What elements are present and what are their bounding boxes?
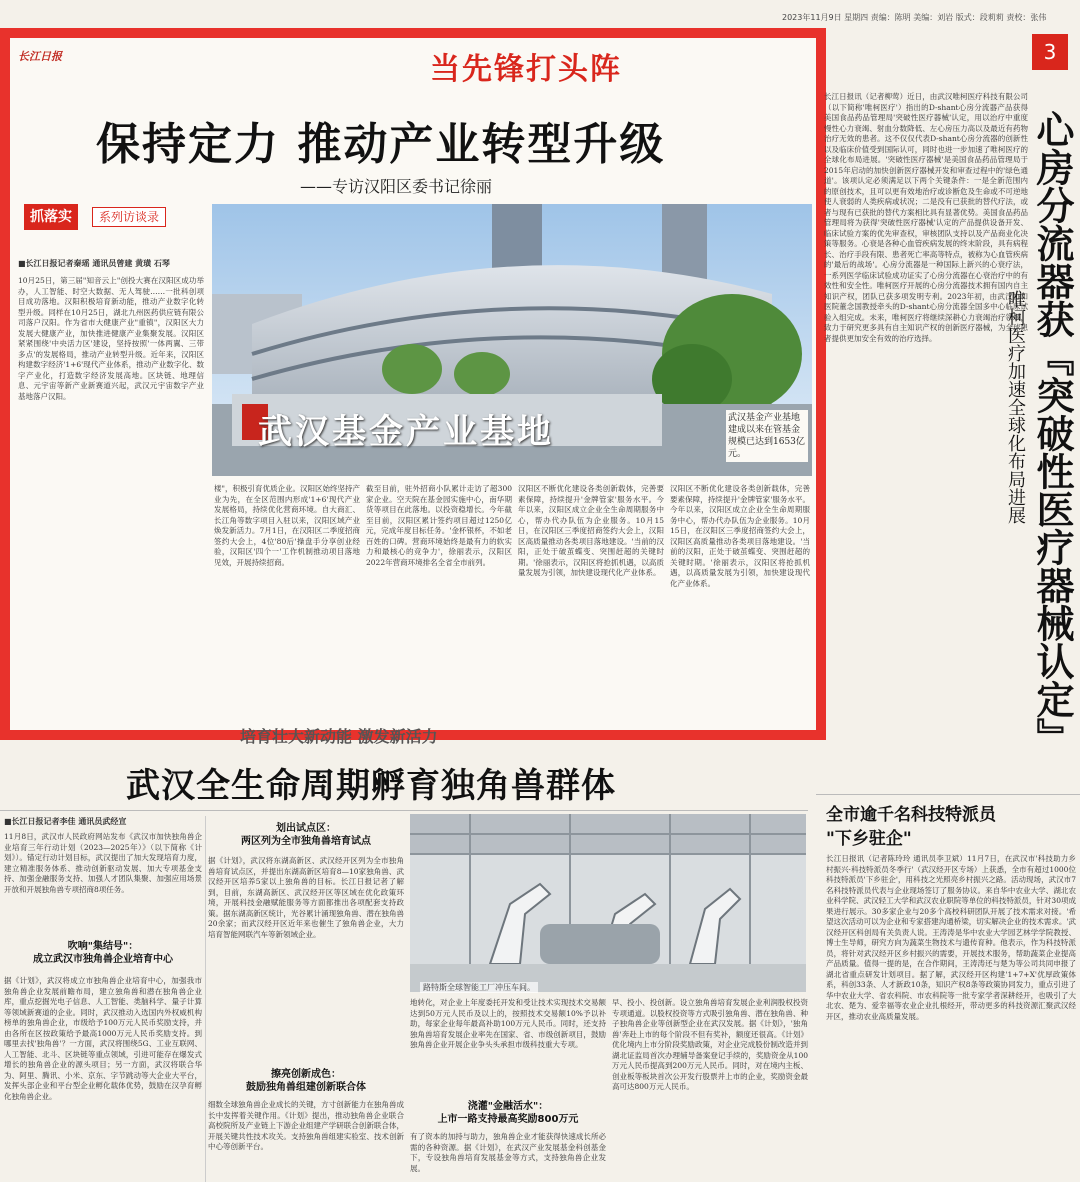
lead-headline: 保持定力 推动产业转型升级 — [96, 119, 666, 170]
subhead-4: 浇灌"金融活水"： 上市一路支持最高奖励800万元 — [437, 1101, 579, 1125]
lead-column-2: 楼"，积极引育优质企业。汉阳区始终坚持产业为先，在全区范围内形成'1+6'现代产业发展格局，持续优化营商环境。自大商汇、长江角等数字项目入驻以来，汉阳区域产业焕发新活力。7月1日，在汉阳区二季度招商签约大会上，4位'80后'操盘手分享创业经验，汉阳区'四个一'工作机制推动项目落地见效，开展持续招商。 — [214, 484, 360, 567]
lead-byline: ■长江日报记者秦瑶 通讯员曾建 黄璜 石琴 — [18, 258, 170, 268]
right-story-subtitle: 唯柯医疗加速全球化布局进展 — [1005, 290, 1026, 524]
series-badge: 抓落实 — [24, 204, 78, 230]
lead-column-3: 截至目前，驻外招商小队累计走访了超300家企业。空天院在基金园实施中心，南华期货等项目在此落地。以投资稳增长。今年截至目前，汉阳区累计签约项目超过1250亿元，完成年度目标任务。'金杯银杯，不如老百姓的口碑。营商环境始终是最有力的软实力和最核心的竞争力'，徐丽表示，汉阳区2022年营商环境排名全省全市前列。 — [366, 484, 512, 567]
lead-subtitle: ——专访汉阳区委书记徐丽 — [300, 177, 493, 196]
dateline: 2023年11月9日 星期四 责编：陈明 美编：刘岩 版式：段莉莉 责校：张伟 — [782, 13, 1047, 22]
bottom-intro: 11月8日，武汉市人民政府网站发布《武汉市加快独角兽企业培育三年行动计划（2023—2025年）》（以下简称《计划》）。锚定行动计划目标，武汉提出了加大发现培育力度，建立精准服务体系、推动创新驱动发展、加大专项基金支持、加强金融服务支持、加强人才团队集聚、加强应用场景开放和开展独角兽专项招商8项任务。 — [4, 832, 202, 894]
subhead-3-text: 细数全球独角兽企业成长的关键，方寸创新能力在独角兽成长中发挥着关键作用。《计划》提出，推动独角兽企业联合高校院所及产业链上下游企业组建产学研联合创新联合体，开展关键共性技术攻关。支持独角兽组建实验室、技术创新中心等创新平台。 — [208, 1100, 404, 1151]
subhead-2-text: 据《计划》，武汉将东湖高新区、武汉经开区列为全市独角兽培育试点区，并提出东湖高新区培育8—10家独角兽、武汉经开区培养5家以上独角兽的目标。长江日报记者了解到，目前，东湖高新区、武汉经开区等区域在优化政策环境，开展科技金融赋能服务等方面都推出各项配套支持政策。据东湖高新区统计，光谷累计涌现独角兽、潜在独角兽20余家；而武汉经开区近年来也催生了独角兽企业，大力培育智能网联汽车等新领域企业。 — [208, 856, 404, 939]
factory-photo-caption: 路特斯全球智能工厂冲压车间。 — [420, 982, 538, 993]
bottom-mid-text: 地转化，对企业上年度委托开发和受让技术实现技术交易额达到50万元人民币及以上的，按照技术交易额10%予以补助，每家企业每年最高补助100万元人民币。同时，还支持独角兽培育发展企业率先在国家、省、市级创新项目，鼓励独角兽企业开展企业争头头承担市级科技重大专项。 — [410, 998, 606, 1049]
subhead-4-text: 有了资本的加持与助力，独角兽企业才能获得快速成长所必需的各种资源。据《计划》，在武汉产业发展基金科创基金下，专设独角兽培育发展基金等方式，支持独角兽企业发展。 — [410, 1132, 606, 1173]
bottom-right-headline: 全市逾千名科技特派员 — [826, 805, 996, 825]
photo-caption: 武汉基金产业基地建成以来在管基金规模已达到1653亿元。 — [726, 410, 808, 462]
masthead-logo: 长江日报 — [18, 50, 62, 63]
subhead-1: 吹响"集结号"： 成立武汉市独角兽企业培育中心 — [33, 941, 173, 965]
subhead-1-text: 据《计划》，武汉将成立市独角兽企业培育中心，加强我市独角兽企业发展前瞻布局，建立独角兽和潜在独角兽企业库，重点挖掘光电子信息、人工智能、类脑科学、量子计算等领域新赛道的企业。同时，武汉推动入选国内外权威机构榜单的独角兽企业，市级给予100万元人民币奖励支持，并由各所在区按政策给予最高1000万元人民币奖励支持。到哪里去找'独角兽'？一方面，武汉将围绕5G、工业互联网、人工智能、北斗、区块链等重点领域，引进可能存在爆发式增长的独角兽企业的源头项目；另一方面，武汉将联合华为、阿里、腾讯、小米、京东、字节跳动等大企业大平台，发挥头部企业和平台型企业孵化载体优势，鼓励在汉孕育孵化独角兽企业。 — [4, 976, 202, 1101]
subhead-2: 划出试点区： 两区列为全市独角兽培育试点 — [241, 823, 371, 847]
right-story-text: 长江日报讯（记者柳莺）近日，由武汉唯柯医疗科技有限公司（以下简称'唯柯医疗'）指出的D-shant心房分流器产品获得美国食品药品管理局'突破性医疗器械'认定，用以治疗中重度慢性心力衰竭、射血分数降低、左心房压力高以及最近有药物治疗无效的患者。这不仅仅代表D-shant心房分流器的创新性以及临床价值受到国际认可，同时也进一步加速了唯柯医疗的全球化布局进展。'突破性医疗器械'是美国食品药品管理局于2015年启动的加快创新医疗器械开发和审查过程中的'绿色通道'。该项认定必须满足以下两个关键条件：一是全新范围内的原创技术，且可以更有效地治疗或诊断危及生命或不可逆地使人衰弱的人类疾病或状况；二是没有已获批的替代疗法，或者与现有已获批的替代方案相比具有显著优势。美国食品药品管理局将为获得'突破性医疗器械'认定的产品提供设备开发、临床试验方案的优先审查权，审核团队支持以及产品商业化决策等服务。心衰是各种心血管疾病发展的终末阶段，具有病程长、治疗手段有限、患者死亡率高等特点，被称为心血管疾病的'最后的战场'。心房分流器是一种国际上新兴的心衰疗法，一系列医学临床试验成功证实了心房分流器在心衰治疗中的有效性和安全性。唯柯医疗开展的心房分流器技术拥有国内自主知识产权，团队已获多项发明专利。2023年初，由武汉协和医院董念国教授牵头的D-shant心房分流器全国多中心临床试验入组完成。未来，唯柯医疗将继续深耕心力衰竭治疗领域，致力于研究更多具有自主知识产权的创新医疗器械，为全球患者提供更加安全有效的治疗选择。 — [824, 92, 1028, 343]
bottom-right-headline-2: "下乡驻企" — [826, 829, 912, 849]
lead-column-4: 汉阳区不断优化建设各类创新载体，完善要素保障，持续提升'金牌管家'服务水平。今年以来，汉阳区成立企业全生命周期服务中心，帮办代办队伍为企业服务。10月15日，在汉阳区三季度招商签约大会上，汉阳区高质量推动各类项目落地建设。'当前的汉阳，正处于破茧蝶变、突围赶超的关键时期。'徐丽表示，汉阳区将抢抓机遇，以高质量发展为引领，加快建设现代化产业体系。 — [518, 484, 664, 577]
bottom-headline: 武汉全生命周期孵育独角兽群体 — [126, 766, 616, 806]
section-kicker: 当先锋打头阵 — [430, 52, 622, 87]
bottom-byline: ■长江日报记者李佳 通讯员武经宣 — [4, 816, 127, 826]
bottom-kicker: 培育壮大新动能 激发新活力 — [240, 727, 438, 746]
photo-building-sign: 武汉基金产业基地 — [258, 412, 554, 452]
lead-column-1: 10月25日，第三届"知音云上"创投大赛在汉阳区成功举办，人工智能、时空大数据、无人驾驶……一批科创项目成功落地。汉阳积极培育新动能，推动产业数字化转型升级。同样在10月25日，湖北九州医药供应链有限公司落户汉阳。作为省市大健康产业"重镇"，汉阳区大力发展大健康产业，加快推进健康产业集聚发展。汉阳区紧紧围绕'中央活力区'建设，坚持按照'一体两翼、三带多点'的发展格局，推动产业转型升级。近年来，汉阳区构建数字经济'1+6'现代产业体系，推动产业数字化、数字产业化，打造数字经济发展高地。区块链、地理信息、元宇宙等新产业新赛道兴起，武汉元宇宙数字产业基地落户汉阳。 — [18, 276, 204, 401]
bottom-right-col-text: 早、投小、投创新。设立独角兽培育发展企业利润股权投资专项通道。以股权投资等方式吸引独角兽、潜在独角兽、种子独角兽企业等创新型企业在武汉发展。据《计划》，'独角兽'奔赴上市的每个阶段不但有奖补，额度还很高。《计划》优化境内上市分阶段奖励政策，对企业完成股份制改造并到湖北证监局首次办理辅导备案登记手续的，奖励资金从100万元人民币提高到200万元人民币。同时，对在境内主板、创业板等板块首次公开发行股票并上市的企业，奖励资金最高可达800万元人民币。 — [612, 998, 808, 1091]
subhead-3: 擦亮创新成色： 鼓励独角兽组建创新联合体 — [246, 1069, 366, 1093]
lead-column-5: 汉阳区不断优化建设各类创新载体，完善要素保障，持续提升'金牌管家'服务水平。今年以来，汉阳区成立企业全生命周期服务中心，帮办代办队伍为企业服务。10月15日，在汉阳区三季度招商签约大会上，汉阳区高质量推动各类项目落地建设。'当前的汉阳，正处于破茧蝶变、突围赶超的关键时期。'徐丽表示，汉阳区将抢抓机遇，以高质量发展为引领，加快建设现代化产业体系。 — [670, 484, 810, 588]
right-story-headline: 心房分流器获『突破性医疗器械认定』 — [1030, 110, 1074, 756]
factory-photo — [410, 814, 806, 992]
bottom-right-text: 长江日报讯（记者陈玲玲 通讯员李卫斌）11月7日，在武汉市'科技助力乡村振兴·科技特派员冬季行'（武汉经开区专场）上获悉，全市有超过1000位科技特派员'下乡驻企'，用科技之光照亮乡村振兴之路。活动现场，武汉市7名科技特派员代表与企业现场签订了服务协议。来自华中农业大学、湖北农业科学院、武汉轻工大学和武汉农业职院等单位的科技特派员，针对30项成果进行展示。30多家企业与20多个高校科研团队开展了技术需求对接。'希望这次活动可以为企业和专家搭建沟通桥梁，切实解决企业的技术需求。'武汉经开区科创局有关负责人说。王涛涛是华中农业大学园艺林学学院教授、博士生导师，研究方向为蔬菜生物技术与遗传育种。他表示，作为科技特派员，将针对武汉经开区乡村振兴的需要，开展技术服务，帮助蔬菜企业提高产品质量。值得一提的是，在合作期间，王涛涛还与楚为等公司共同申报了湖北省重点研发计划项目。据了解，武汉经开区构建'1+7+X'优厚政策体系，科创33条、人才新政10条，知识产权8条等政策协同发力，重点引进了华中农业大学、省农科院、市农科院等一批专家学者深耕经开，也吸引了大北农、楚为、爱幸福等农业企业扎根经开，带动更多的科技资源汇聚武汉经开区，推动农业高质量发展。 — [826, 854, 1076, 1021]
page-number: 3 — [1032, 34, 1068, 70]
series-badge-label: 系列访谈录 — [92, 207, 166, 227]
